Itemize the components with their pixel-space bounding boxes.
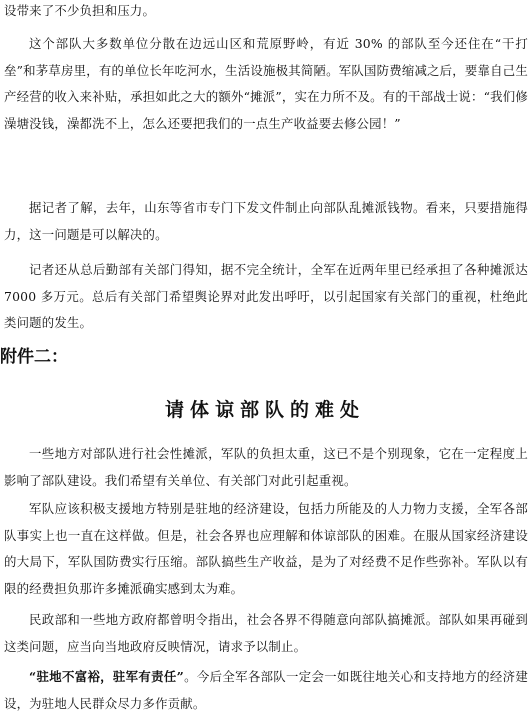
paragraph-units-conditions: 这个部队大多数单位分散在边远山区和荒原野岭，有近 30% 的部队至今还住在“干打垒”和茅草房里，有的单位长年吃河水，生活设施极其简陋。军队国防费缩减之后，要靠自己生产经营的收入来补贴，承担如此之大的额外“摊派”，实在力所不及。有的干部战士说：“我们修澡塘没钱，澡都洗不上，怎么还要把我们的一点生产收益要去修公园！”: [4, 36, 528, 131]
attachment-heading: 附件二：: [0, 347, 68, 367]
paragraph-closing: [4, 664, 528, 717]
paragraph-apportionment-burden: 一些地方对部队进行社会性摊派，军队的负担太重，这已不是个别现象，它在一定程度上影响了部队建设。我们希望有关单位、有关部门对此引起重视。: [4, 446, 528, 488]
closing-quote: “驻地不富裕，驻军有责任”: [29, 669, 184, 684]
closing-text: 。今后全军各部队一定会一如既往地关心和支持地方的经济建设，为驻地人民群众尽力多作贡献。: [4, 669, 528, 711]
paragraph-civil-affairs-ministry: 民政部和一些地方政府都曾明令指出，社会各界不得随意向部队搞摊派。部队如果再碰到这类问题，应当向当地政府反映情况，请求予以制止。: [4, 612, 528, 654]
paragraph-support-local-economy: 军队应该积极支援地方特别是驻地的经济建设，包括力所能及的人力物力支援，全军各部队事实上也一直在这样做。但是，社会各界也应理解和体谅部队的困难。在服从国家经济建设的大局下，军队国防费实行压缩。部队搞些生产收益，是为了对经费不足作些弥补。军队以有限的经费担负那许多摊派确实感到太为难。: [4, 501, 528, 596]
paragraph-logistics-statistics: 记者还从总后勤部有关部门得知，据不完全统计，全军在近两年里已经承担了各种摊派达 7000 多万元。总后有关部门希望舆论界对此发出呼吁，以引起国家有关部门的重视，杜绝此类问题的发生。: [4, 262, 528, 331]
paragraph-shandong-measures: 据记者了解，去年，山东等省市专门下发文件制止向部队乱摊派钱物。看来，只要措施得力，这一问题是可以解决的。: [4, 200, 528, 242]
paragraph-continuation: 设带来了不少负担和压力。: [4, 3, 156, 18]
article-title: 请体谅部队的难处: [164, 399, 365, 421]
